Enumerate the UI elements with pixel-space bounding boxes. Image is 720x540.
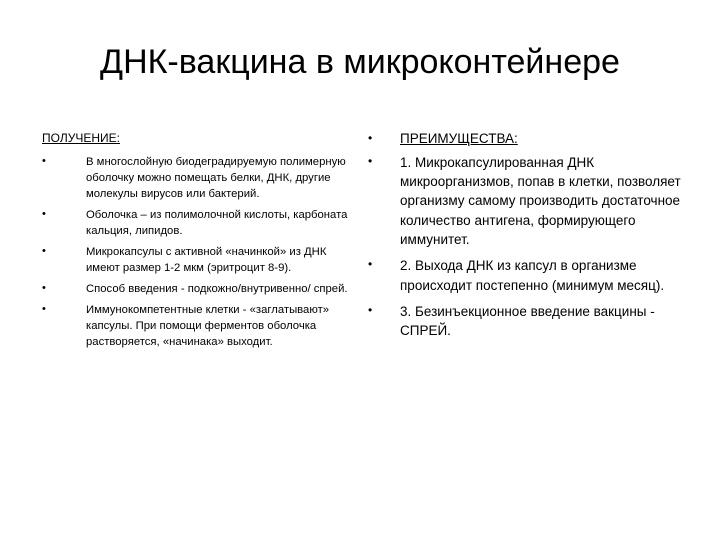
right-item-text: 3. Безинъекционное введение вакцины - СПРЕЙ.: [400, 303, 655, 339]
bullet-icon: •: [368, 131, 373, 145]
bullet-icon: •: [368, 257, 373, 272]
left-item-text: Оболочка – из полимолочной кислоты, карбоната кальция, липидов.: [86, 208, 348, 237]
right-list-item: [368, 256, 698, 295]
left-list-item: [42, 244, 352, 276]
left-item-text: Микрокапсулы с активной «начинкой» из ДНК имеют размер 1-2 мкм (эритроцит 8-9).: [86, 245, 327, 274]
bullet-icon: •: [42, 154, 46, 167]
left-item-text: Способ введения - подкожно/внутривенно/ спрей.: [86, 283, 348, 296]
right-item-text: 1. Микрокапсулированная ДНК микроорганизмов, попав в клетки, позволяет организму самому производить достаточное количество антигена, формирующего иммунитет.: [400, 154, 681, 248]
left-list-item: [42, 302, 352, 350]
left-item-text: Иммунокомпетентные клетки - «заглатывают» капсулы. При помощи ферментов оболочка растворяется, «начинака» выходит.: [86, 304, 330, 349]
right-column: [368, 130, 698, 348]
bullet-icon: •: [368, 302, 373, 317]
bullet-icon: •: [42, 207, 46, 220]
left-list: [42, 154, 352, 350]
bullet-icon: •: [42, 303, 46, 316]
right-item-text: 2. Выхода ДНК из капсул в организме происходит постепенно (минимум месяц).: [400, 258, 665, 293]
bullet-icon: •: [368, 153, 373, 168]
left-heading: ПОЛУЧЕНИЕ:: [42, 131, 120, 145]
right-heading: ПРЕИМУЩЕСТВА:: [400, 131, 518, 146]
slide-title: ДНК-вакцина в микроконтейнере: [100, 43, 620, 81]
left-item-text: В многослойную биодеградируемую полимерную оболочку можно помещать белки, ДНК, другие молекулы вирусов или бактерий.: [86, 155, 346, 200]
right-heading-row: [368, 130, 698, 149]
bullet-icon: •: [42, 282, 46, 295]
bullet-icon: •: [42, 244, 46, 257]
right-list: [368, 153, 698, 341]
left-list-item: [42, 207, 352, 239]
right-list-item: [368, 153, 698, 249]
left-list-item: [42, 154, 352, 202]
left-column: [42, 130, 352, 355]
right-list-item: [368, 302, 698, 341]
left-list-item: [42, 281, 352, 297]
